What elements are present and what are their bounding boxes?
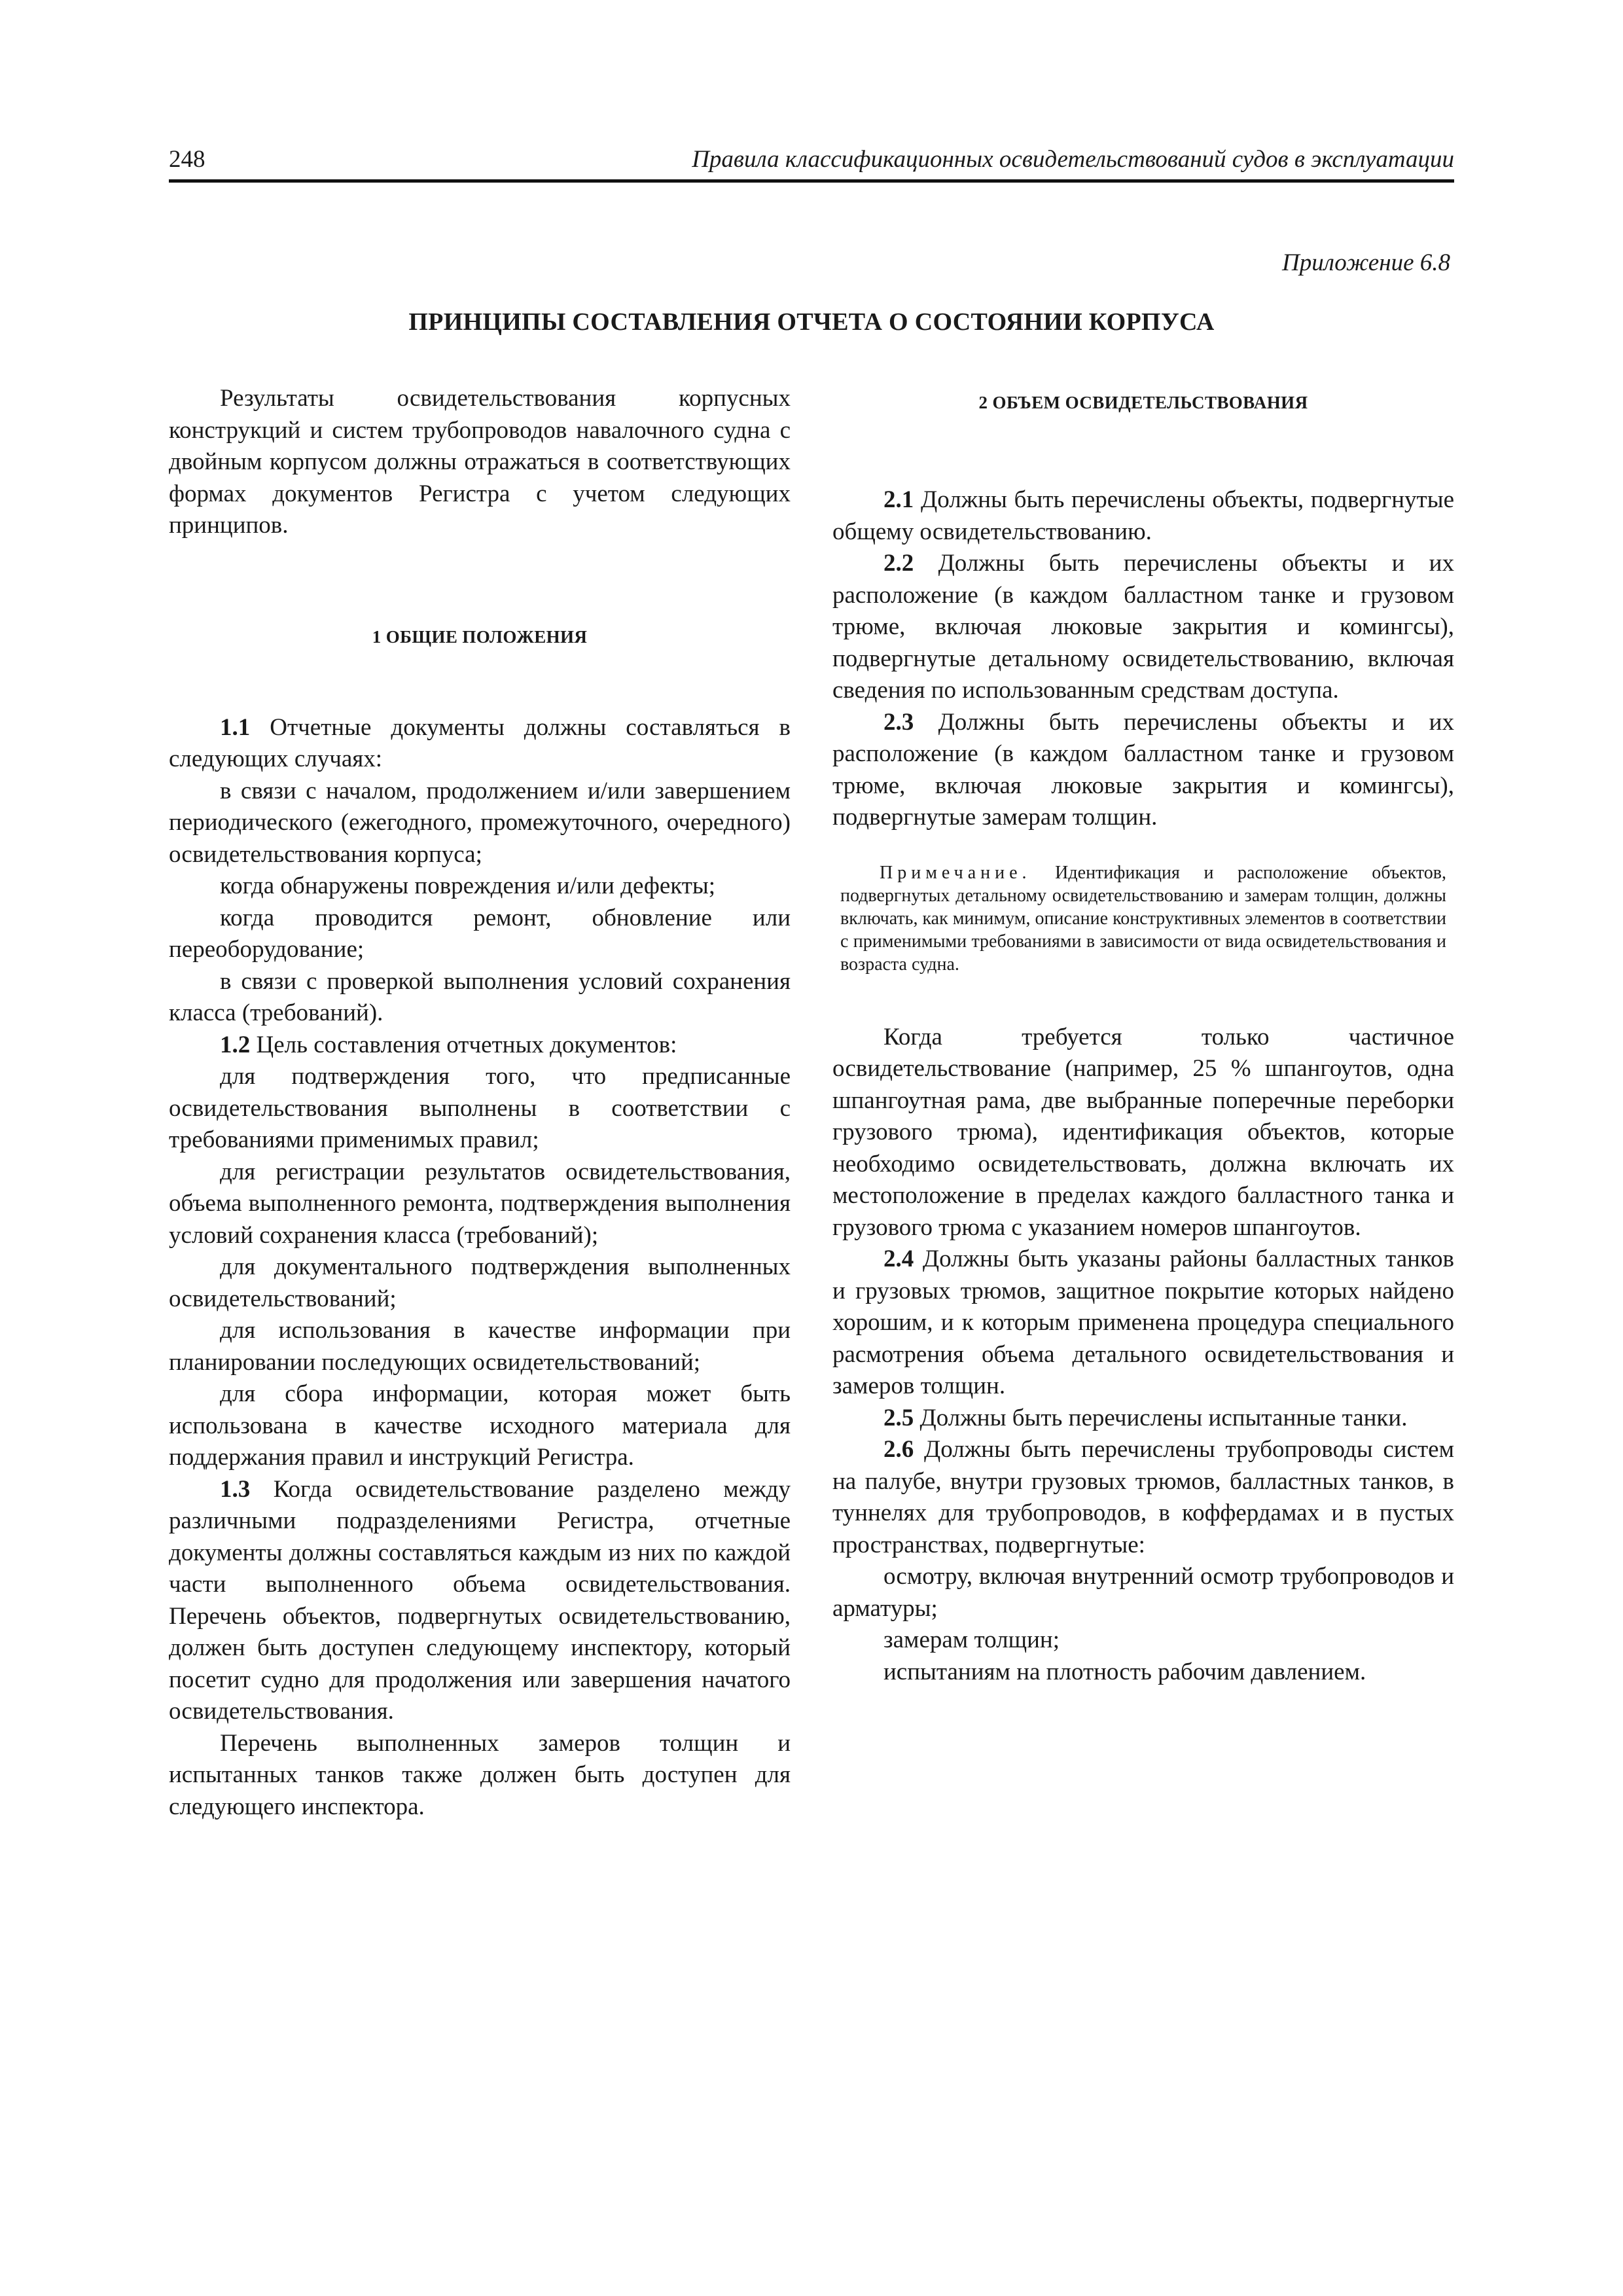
clause-number: 2.6 — [883, 1436, 914, 1463]
clause-number: 2.3 — [883, 708, 914, 736]
paragraph-1-3-continued: Перечень выполненных замеров толщин и испытанных танков также должен быть доступен для следующего инспектора. — [169, 1729, 791, 1820]
clause-number: 2.1 — [883, 486, 914, 513]
page-header — [169, 145, 1454, 183]
list-item: испытаниям на плотность рабочим давлением. — [883, 1658, 1366, 1685]
list-item: для сбора информации, которая может быть использована в качестве исходного материала для поддержания правил и инструкций Регистра. — [169, 1380, 791, 1471]
list-item: для использования в качестве информации при планировании последующих освидетельствований; — [169, 1317, 791, 1376]
list-item: в связи с началом, продолжением и/или завершением периодического (ежегодного, промежуточного, очередного) освидетельствования корпуса; — [169, 777, 791, 868]
list-item: для документального подтверждения выполненных освидетельствований; — [169, 1253, 791, 1312]
list-item: когда проводится ремонт, обновление или переоборудование; — [169, 904, 791, 963]
clause-number: 2.2 — [883, 550, 914, 577]
paragraph-2-5: 2.5 Должны быть перечислены испытанные танки. — [883, 1404, 1408, 1431]
note — [840, 861, 1446, 976]
paragraph-1-3: 1.3 Когда освидетельствование разделено между различными подразделениями Регистра, отчетные документы должны составляться каждым из них по каждой части выполненного объема освидетельствования. Перечень объектов, подвергнутых освидетельствованию, должен быть доступен следующему инспектору, который посетит судно для продолжения или завершения начатого освидетельствования. — [169, 1475, 791, 1725]
list-item: осмотру, включая внутренний осмотр трубопроводов и арматуры; — [832, 1563, 1454, 1622]
section-2-heading: 2 ОБЪЕМ ОСВИДЕТЕЛЬСТВОВАНИЯ — [978, 393, 1308, 412]
document-title: ПРИНЦИПЫ СОСТАВЛЕНИЯ ОТЧЕТА О СОСТОЯНИИ КОРПУСА — [408, 308, 1215, 336]
list-item: когда обнаружены повреждения и/или дефекты; — [220, 872, 716, 899]
list-item: для подтверждения того, что предписанные освидетельствования выполнены в соответствии с требованиями применимых правил; — [169, 1063, 791, 1153]
paragraph-2-2: 2.2 Должны быть перечислены объекты и их расположение (в каждом балластном танке и грузовом трюме, включая люковые закрытия и комингсы), подвергнутые детальному освидетельствованию, включая сведения по использованным средствам доступа. — [832, 550, 1454, 704]
clause-number: 1.1 — [220, 713, 251, 741]
note-text: Идентификация и расположение объектов, подвергнутых детальному освидетельствованию и замерам толщин, должны включать, как минимум, описание конструктивных элементов в соответствии с применимыми требованиями в зависимости от вида освидетельствования и возраста судна. — [840, 862, 1446, 975]
section-1-heading: 1 ОБЩИЕ ПОЛОЖЕНИЯ — [372, 626, 588, 647]
left-column — [169, 383, 791, 1823]
note-label: Примечание. — [880, 862, 1031, 883]
page-number: 248 — [169, 146, 205, 173]
paragraph-2-4: 2.4 Должны быть указаны районы балластных танков и грузовых трюмов, защитное покрытие которых найдено хорошим, и к которым применена процедура специального расмотрения объема детального освидетельствования и замеров толщин. — [832, 1246, 1454, 1399]
running-title: Правила классификационных освидетельствований судов в эксплуатации — [692, 146, 1454, 173]
partial-survey-paragraph: Когда требуется только частичное освидетельствование (например, 25 % шпангоутов, одна шпангоутная рама, две выбранные поперечные переборки грузового трюма), идентификация объектов, которые необходимо освидетельствовать, должна включать их местоположение в пределах каждого балластного танка и грузового трюма с указанием номеров шпангоутов. — [832, 1023, 1454, 1241]
clause-number: 2.4 — [883, 1246, 914, 1272]
appendix-label: Приложение 6.8 — [1281, 249, 1450, 276]
paragraph-2-6: 2.6 Должны быть перечислены трубопроводы систем на палубе, внутри грузовых трюмов, балластных танков, в туннелях для трубопроводов, в коффердамах и в пустых пространствах, подвергнутые: — [832, 1436, 1454, 1558]
paragraph-1-2: 1.2 Цель составления отчетных документов: — [220, 1031, 677, 1058]
clause-number: 2.5 — [883, 1404, 914, 1431]
list-item: для регистрации результатов освидетельствования, объема выполненного ремонта, подтверждения выполнения условий сохранения класса (требований); — [169, 1158, 791, 1249]
list-item: замерам толщин; — [883, 1626, 1060, 1653]
right-column — [832, 383, 1454, 1688]
clause-number: 1.2 — [220, 1031, 251, 1058]
intro-paragraph: Результаты освидетельствования корпусных конструкций и систем трубопроводов навалочного судна с двойным корпусом должны отражаться в соответствующих формах документов Регистра с учетом следующих принципов. — [169, 385, 791, 539]
paragraph-1-1: 1.1 Отчетные документы должны составляться в следующих случаях: — [169, 713, 791, 772]
clause-number: 1.3 — [220, 1475, 251, 1503]
paragraph-2-1: 2.1 Должны быть перечислены объекты, подвергнутые общему освидетельствованию. — [832, 486, 1454, 545]
paragraph-2-3: 2.3 Должны быть перечислены объекты и их расположение (в каждом балластном танке и грузовом трюме, включая люковые закрытия и комингсы), подвергнутые замерам толщин. — [832, 708, 1454, 831]
list-item: в связи с проверкой выполнения условий сохранения класса (требований). — [169, 967, 791, 1026]
